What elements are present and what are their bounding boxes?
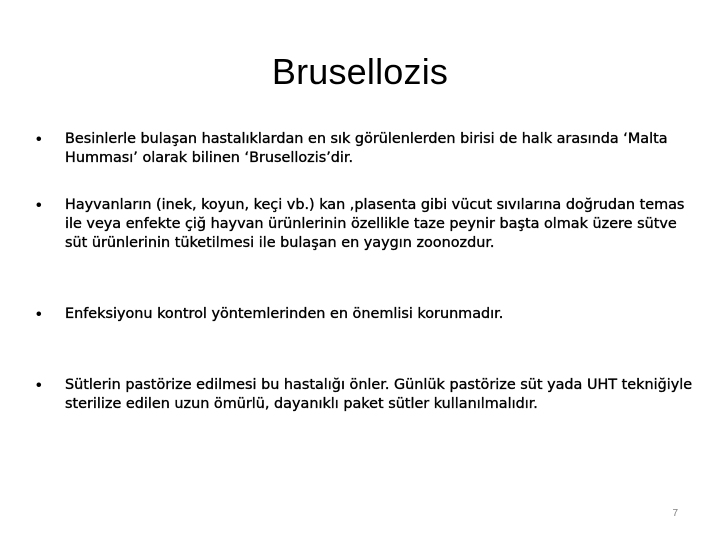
bullet-icon: • [36, 306, 42, 323]
bullet-text: Enfeksiyonu kontrol yöntemlerinden en önemlisi korunmadır. [65, 306, 504, 322]
page-number: 7 [672, 508, 678, 519]
bullet-item [36, 196, 696, 253]
bullet-text: Besinlerle bulaşan hastalıklardan en sık görülenlerden birisi de halk arasında ‘Malta Humması’ olarak bilinen ‘Brusellozis’dir. [65, 131, 668, 166]
bullet-icon: • [36, 197, 42, 214]
bullet-item [36, 376, 696, 414]
bullet-text: Sütlerin pastörize edilmesi bu hastalığı önler. Günlük pastörize süt yada UHT tekniğiyle sterilize edilen uzun ömürlü, dayanıklı paket sütler kullanılmalıdır. [65, 377, 693, 412]
bullet-item [36, 130, 696, 168]
slide-title: Brusellozis [271, 51, 449, 92]
bullet-item [36, 305, 696, 324]
bullet-icon: • [36, 131, 42, 148]
bullet-text: Hayvanların (inek, koyun, keçi vb.) kan ,plasenta gibi vücut sıvılarına doğrudan temas ile veya enfekte çiğ hayvan ürünlerinin özellikle taze peynir başta olmak üzere sütve süt ürünlerinin tüketilmesi ile bulaşan en yaygın zoonozdur. [65, 197, 685, 251]
bullet-icon: • [36, 377, 42, 394]
